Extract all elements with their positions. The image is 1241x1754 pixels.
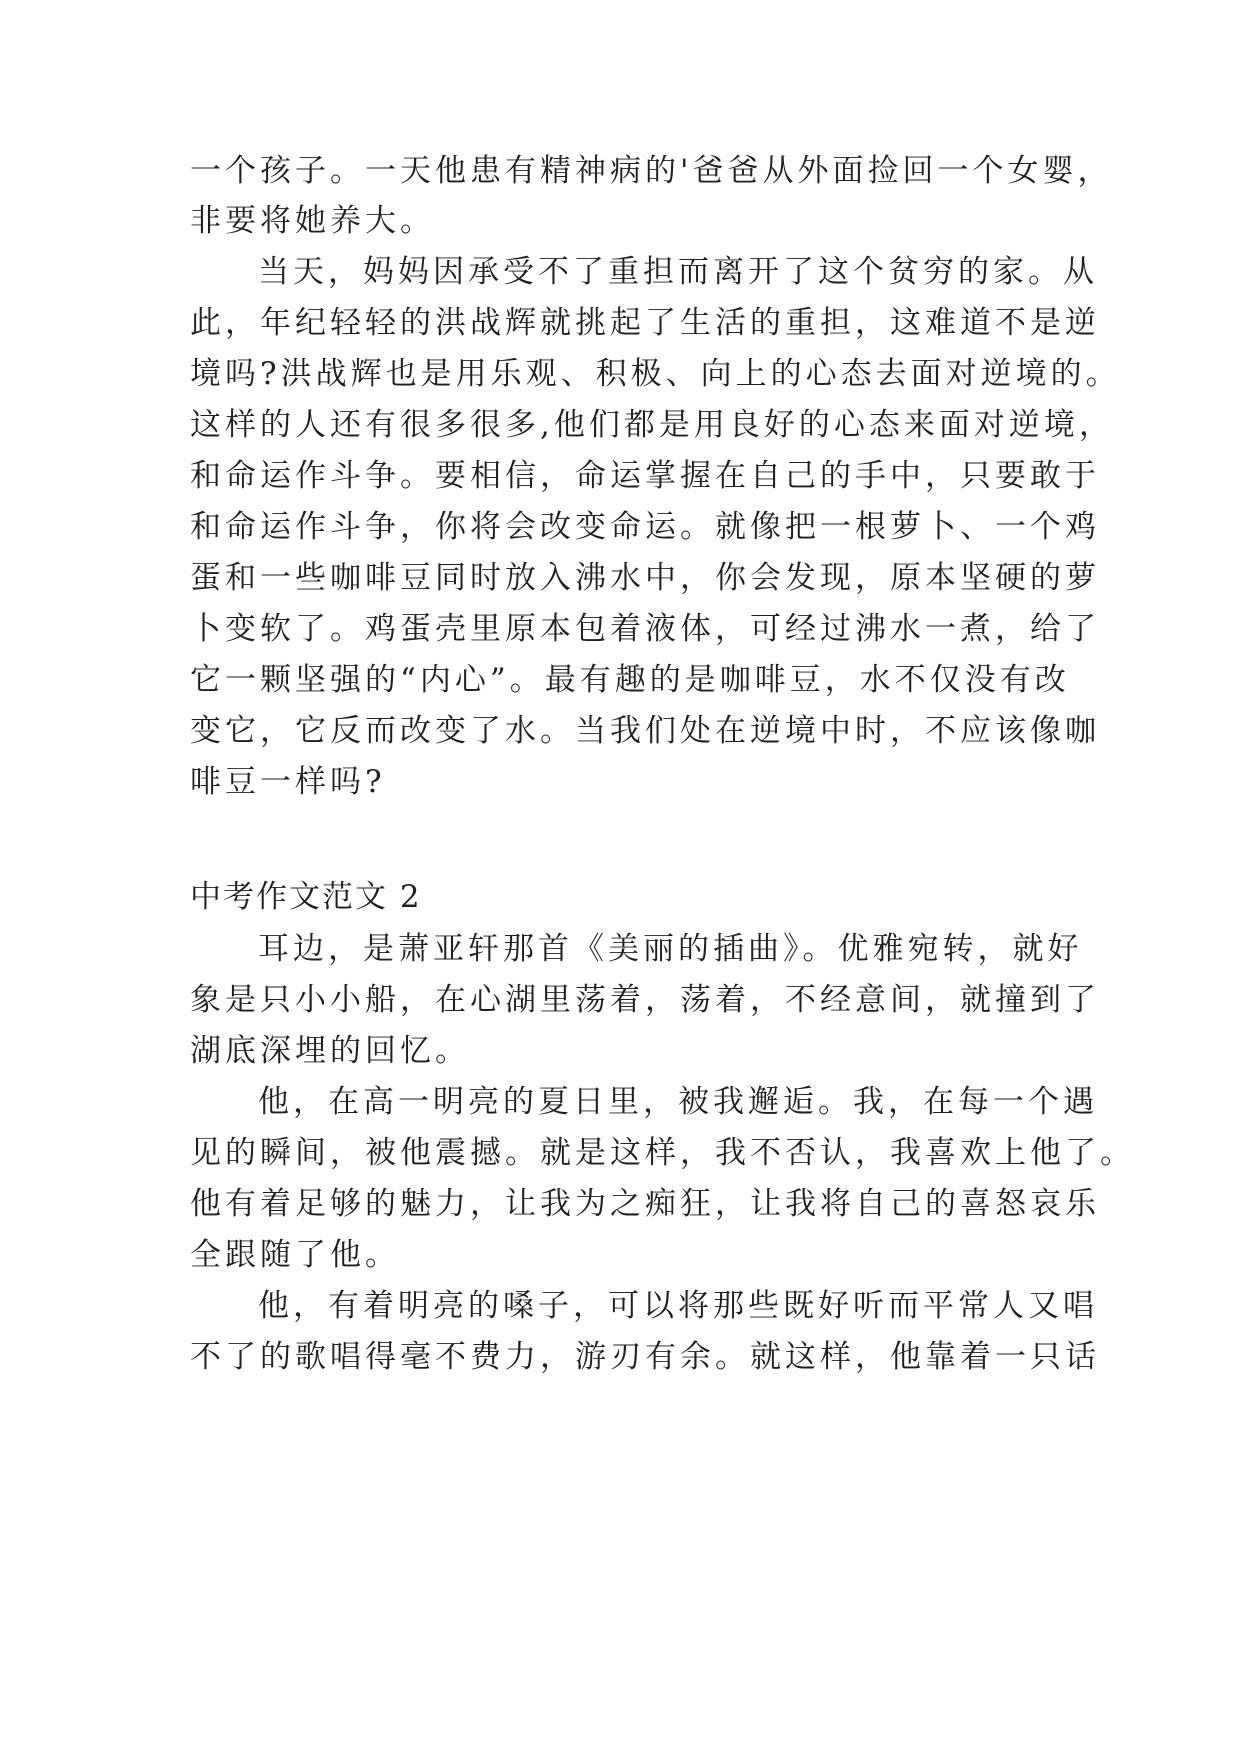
paragraph-line: 象是只小小船，在心湖里荡着，荡着，不经意间，就撞到了 bbox=[190, 982, 1100, 1018]
paragraph-line: 非要将她养大。 bbox=[190, 203, 435, 239]
paragraph-line: 此，年纪轻轻的洪战辉就挑起了生活的重担，这难道不是逆 bbox=[190, 305, 1100, 341]
paragraph-line: 他，有着明亮的嗓子，可以将那些既好听而平常人又唱 bbox=[258, 1288, 1098, 1324]
paragraph-line: 湖底深埋的回忆。 bbox=[190, 1033, 470, 1069]
paragraph-line: 耳边，是萧亚轩那首《美丽的插曲》。优雅宛转，就好 bbox=[258, 931, 1083, 967]
paragraph-line: 和命运作斗争。要相信，命运掌握在自己的手中，只要敢于 bbox=[190, 458, 1100, 494]
paragraph-line: 卜变软了。鸡蛋壳里原本包着液体，可经过沸水一煮，给了 bbox=[190, 611, 1100, 647]
paragraph-line: 境吗?洪战辉也是用乐观、积极、向上的心态去面对逆境的。 bbox=[190, 356, 1121, 392]
paragraph-line: 变它，它反而改变了水。当我们处在逆境中时，不应该像咖 bbox=[190, 713, 1100, 749]
paragraph-line: 不了的歌唱得毫不费力，游刃有余。就这样，他靠着一只话 bbox=[190, 1339, 1100, 1375]
paragraph-line: 全跟随了他。 bbox=[190, 1237, 400, 1273]
paragraph-line: 一个孩子。一天他患有精神病的'爸爸从外面捡回一个女婴， bbox=[190, 153, 1113, 189]
paragraph-line: 蛋和一些咖啡豆同时放入沸水中，你会发现，原本坚硬的萝 bbox=[190, 560, 1100, 596]
paragraph-line: 和命运作斗争，你将会改变命运。就像把一根萝卜、一个鸡 bbox=[190, 509, 1100, 545]
paragraph-line: 当天，妈妈因承受不了重担而离开了这个贫穷的家。从 bbox=[258, 254, 1098, 290]
paragraph-line: 他，在高一明亮的夏日里，被我邂逅。我，在每一个遇 bbox=[258, 1084, 1098, 1120]
paragraph-line: 它一颗坚强的“内心”。最有趣的是咖啡豆，水不仅没有改 bbox=[190, 662, 1070, 698]
paragraph-line: 啡豆一样吗? bbox=[190, 764, 386, 800]
paragraph-line: 他有着足够的魅力，让我为之痴狂，让我将自己的喜怒哀乐 bbox=[190, 1186, 1100, 1222]
paragraph-line: 这样的人还有很多很多,他们都是用良好的心态来面对逆境， bbox=[190, 407, 1114, 443]
paragraph-line: 见的瞬间，被他震撼。就是这样，我不否认，我喜欢上他了。 bbox=[190, 1135, 1135, 1171]
section-heading: 中考作文范文 2 bbox=[190, 879, 422, 915]
